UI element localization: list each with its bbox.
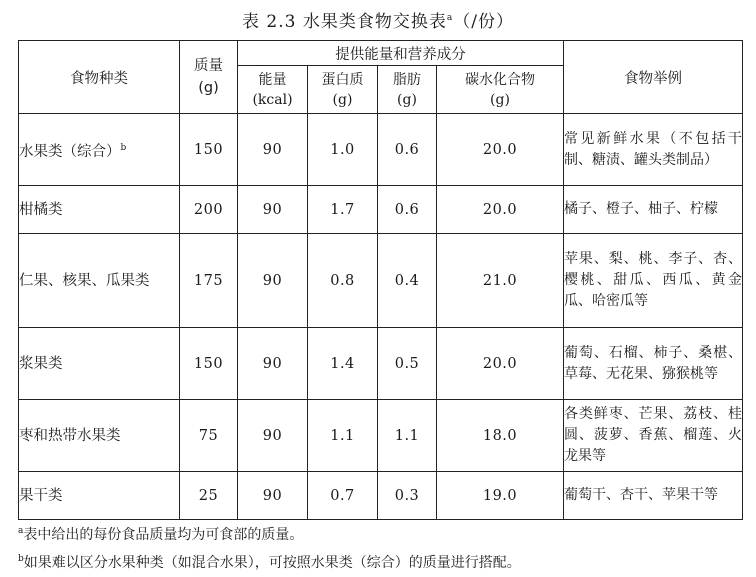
header-mass	[180, 41, 238, 114]
row-carb: 20.0	[437, 186, 564, 234]
footnote-b-text: 如果难以区分水果种类（如混合水果），可按照水果类（综合）的质量进行搭配。	[23, 555, 521, 571]
header-mass-unit: (g)	[198, 80, 219, 96]
header-carb-label: 碳水化合物	[465, 71, 535, 88]
header-nutrients-group: 提供能量和营养成分	[238, 41, 564, 66]
table-row	[19, 114, 743, 186]
row-examples: 葡萄干、杏干、苹果干等	[564, 472, 743, 520]
header-food-type: 食物种类	[19, 41, 180, 114]
row-mass: 200	[180, 186, 238, 234]
table-row	[19, 328, 743, 400]
table-title	[0, 4, 756, 32]
header-protein-unit: (g)	[332, 91, 353, 108]
row-energy: 90	[238, 114, 308, 186]
row-fat: 0.6	[378, 186, 437, 234]
row-energy: 90	[238, 472, 308, 520]
header-fat-unit: (g)	[397, 91, 417, 108]
row-carb: 21.0	[437, 234, 564, 328]
row-name: 柑橘类	[19, 186, 180, 234]
footnote-a-text: 表中给出的每份食品质量均为可食部的质量。	[23, 527, 304, 543]
header-examples: 食物举例	[564, 41, 743, 114]
row-energy: 90	[238, 186, 308, 234]
header-protein-label: 蛋白质	[321, 71, 364, 88]
row-name-footnote-mark: b	[120, 142, 127, 153]
row-examples: 苹果、梨、桃、李子、杏、樱桃、甜瓜、西瓜、黄金瓜、哈密瓜等	[564, 234, 743, 328]
row-energy: 90	[238, 234, 308, 328]
row-name: 水果类（综合）	[19, 143, 121, 160]
header-fat-label: 脂肪	[393, 71, 421, 88]
row-fat: 1.1	[378, 400, 437, 472]
table-row	[19, 234, 743, 328]
row-name: 枣和热带水果类	[19, 400, 180, 472]
footnote-a	[18, 519, 742, 547]
row-fat: 0.4	[378, 234, 437, 328]
row-energy: 90	[238, 400, 308, 472]
row-protein: 1.1	[308, 400, 378, 472]
header-energy	[238, 66, 308, 114]
row-fat: 0.3	[378, 472, 437, 520]
row-examples: 橘子、橙子、柚子、柠檬	[564, 186, 743, 234]
table-row	[19, 472, 743, 520]
row-carb: 18.0	[437, 400, 564, 472]
table-row	[19, 400, 743, 472]
footnote-b-mark: b	[18, 554, 24, 564]
row-fat: 0.6	[378, 114, 437, 186]
title-footnote-mark: a	[446, 13, 454, 23]
title-unit: （/份）	[453, 12, 514, 32]
row-mass: 150	[180, 114, 238, 186]
row-name-cell	[19, 114, 180, 186]
row-examples: 各类鲜枣、芒果、荔枝、桂圆、菠萝、香蕉、榴莲、火龙果等	[564, 400, 743, 472]
row-mass: 150	[180, 328, 238, 400]
footnote-b	[18, 547, 742, 575]
row-protein: 1.0	[308, 114, 378, 186]
header-carb-unit: (g)	[490, 91, 510, 108]
row-protein: 0.8	[308, 234, 378, 328]
row-protein: 0.7	[308, 472, 378, 520]
row-examples: 葡萄、石榴、柿子、桑椹、草莓、无花果、猕猴桃等	[564, 328, 743, 400]
row-carb: 20.0	[437, 328, 564, 400]
header-energy-unit: (kcal)	[252, 91, 293, 108]
row-name: 浆果类	[19, 328, 180, 400]
row-carb: 20.0	[437, 114, 564, 186]
row-mass: 175	[180, 234, 238, 328]
row-mass: 25	[180, 472, 238, 520]
header-carb	[437, 66, 564, 114]
fruit-exchange-table	[18, 40, 743, 520]
title-text: 表 2.3 水果类食物交换表	[242, 12, 447, 32]
row-mass: 75	[180, 400, 238, 472]
table-row	[19, 186, 743, 234]
row-fat: 0.5	[378, 328, 437, 400]
footnote-a-mark: a	[18, 526, 24, 536]
header-fat	[378, 66, 437, 114]
row-protein: 1.7	[308, 186, 378, 234]
row-name: 仁果、核果、瓜果类	[19, 234, 180, 328]
row-examples: 常见新鲜水果（不包括干制、糖渍、罐头类制品）	[564, 114, 743, 186]
row-energy: 90	[238, 328, 308, 400]
header-protein	[308, 66, 378, 114]
row-protein: 1.4	[308, 328, 378, 400]
table-footnotes	[18, 519, 742, 575]
row-name: 果干类	[19, 472, 180, 520]
header-energy-label: 能量	[258, 71, 287, 88]
header-mass-label: 质量	[194, 58, 223, 74]
row-carb: 19.0	[437, 472, 564, 520]
